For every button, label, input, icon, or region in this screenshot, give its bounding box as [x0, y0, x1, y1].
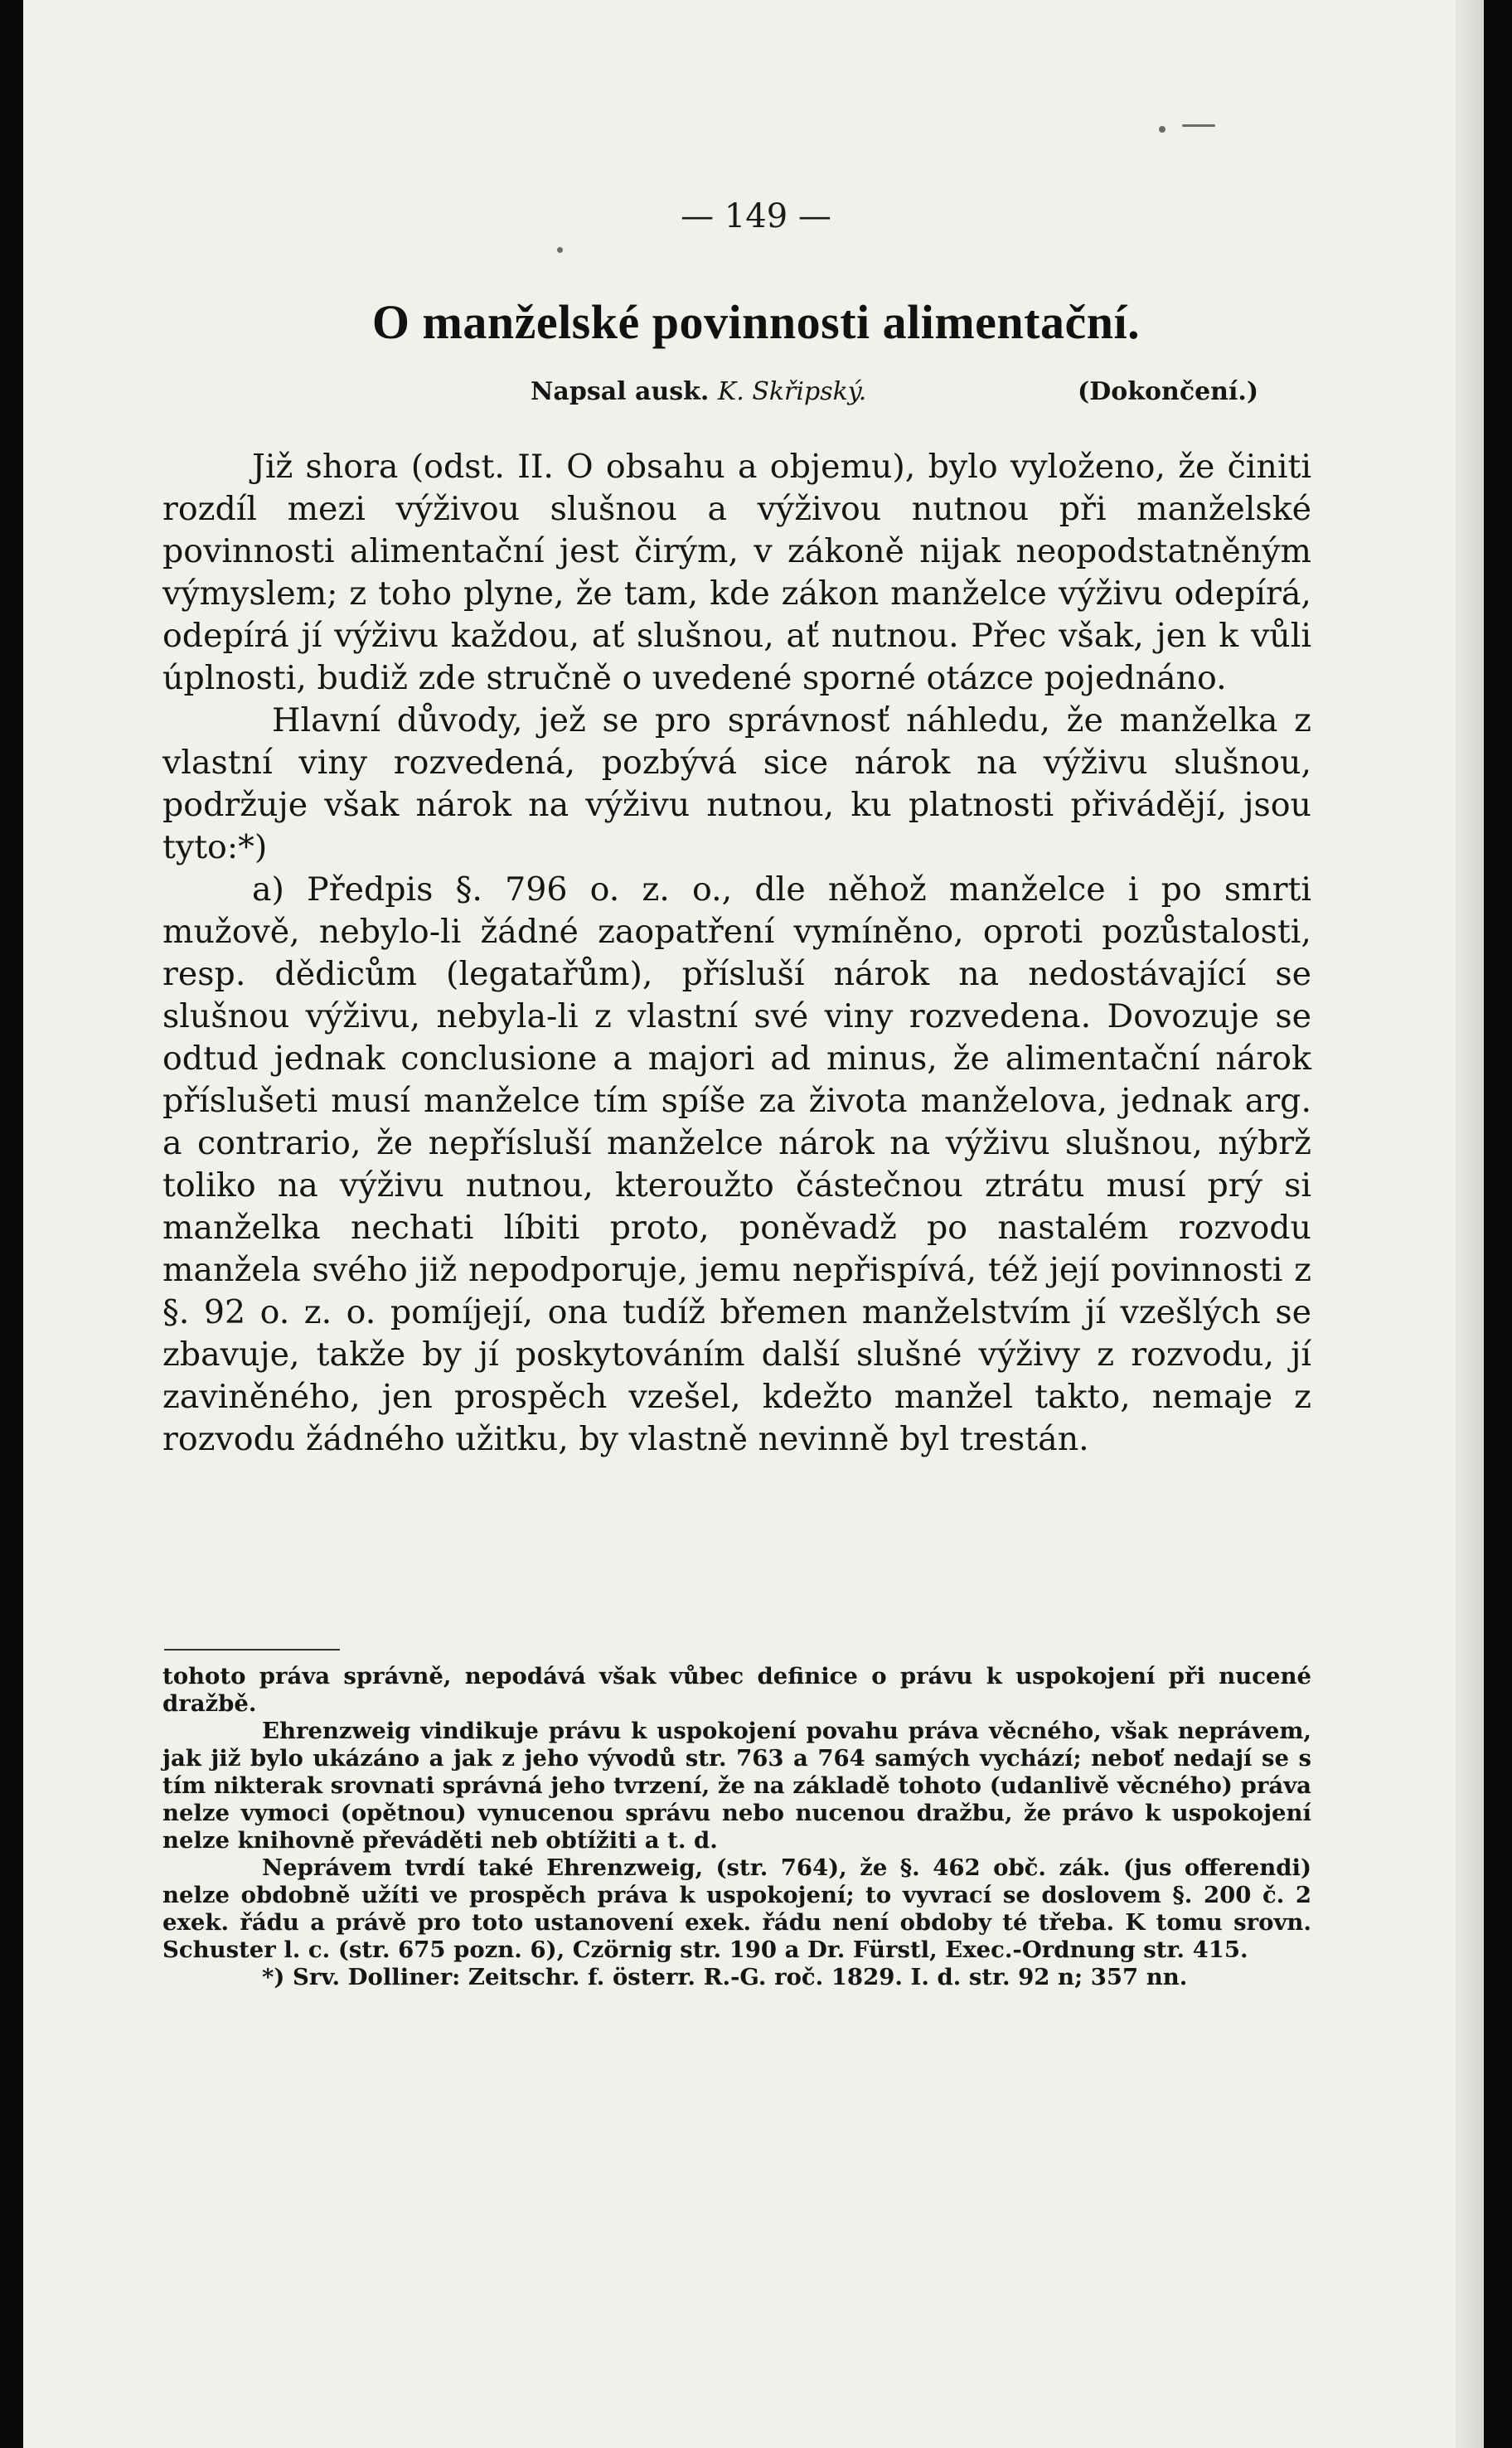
footnote-separator [164, 1649, 340, 1651]
page-number: — 149 — [681, 197, 831, 235]
body-paragraph: Již shora (odst. II. O obsahu a objemu), bylo vyloženo, že činiti rozdíl mezi výživou slušnou a výživou nutnou při manželské povinnosti alimentační jest čirým, v zákoně nijak neopodstatněným výmyslem; z toho plyne, že tam, kde zákon manželce výživu odepírá, odepírá jí výživu každou, ať slušnou, ať nutnou. Přec však, jen k vůli úplnosti, budiž zde stručně o uvedené sporné otázce pojednáno. [162, 448, 1311, 697]
article-title: O manželské povinnosti alimentační. [371, 295, 1141, 349]
byline [531, 377, 866, 406]
footnote-paragraph: tohoto práva správně, nepodává však vůbec definice o právu k uspokojení při nucené dražbě. [162, 1663, 1311, 1717]
scan-speck [557, 247, 563, 253]
author-name: K. Skřipský. [717, 377, 867, 406]
body-paragraph: a) Předpis §. 796 o. z. o., dle něhož manželce i po smrti mužově, nebylo-li žádné zaopatření vymíněno, oproti pozůstalosti, resp. dědicům (legatařům), přísluší nárok na nedostávající se slušnou výživu, nebyla-li z vlastní své viny rozvedena. Dovozuje se odtud jednak conclusione a majori ad minus, že alimentační nárok příslušeti musí manželce tím spíše za života manželova, jednak arg. a contrario, že nepřísluší manželce nárok na výživu slušnou, nýbrž toliko na výživu nutnou, kteroužto částečnou ztrátu musí prý si manželka nechati líbiti proto, poněvadž po nastalém rozvodu manžela svého již nepodporuje, jemu nepřispívá, též její povinnosti z §. 92 o. z. o. pomíjejí, ona tudíž břemen manželstvím jí vzešlých se zbavuje, takže by jí poskytováním další slušné výživy z rozvodu, jí zaviněného, jen prospěch vzešel, kdežto manžel takto, nemaje z rozvodu žádného užitku, by vlastně nevinně byl trestán. [162, 870, 1311, 1458]
footnote-paragraph: *) Srv. Dolliner: Zeitschr. f. österr. R.-G. roč. 1829. I. d. str. 92 n; 357 nn. [262, 1964, 1188, 1990]
byline-prefix: Napsal ausk. [531, 377, 710, 406]
footnotes [162, 1663, 1311, 1991]
footnote-paragraph: Neprávem tvrdí také Ehrenzweig, (str. 764), že §. 462 obč. zák. (jus offerendi) nelze obdobně užíti ve prospěch práva k uspokojení; to vyvrací se doslovem §. 200 č. 2 exek. řádu a právě pro toto ustanovení exek. řádu není obdoby té třeba. K tomu srovn. Schuster l. c. (str. 675 pozn. 6), Czörnig str. 190 a Dr. Fürstl, Exec.-Ordnung str. 415. [162, 1854, 1311, 1963]
footnote-paragraph: Ehrenzweig vindikuje právu k uspokojení povahu práva věcného, však neprávem, jak již bylo ukázáno a jak z jeho vývodů str. 763 a 764 samých vychází; neboť nedají se s tím nikterak srovnati správná jeho tvrzení, že na základě tohoto (udanlivě věcného) práva nelze vymoci (opětnou) vynucenou správu nebo nucenou dražbu, že právo k uspokojení nelze knihovně převáděti neb obtížiti a t. d. [162, 1718, 1311, 1854]
scan-speck [1159, 126, 1166, 133]
page-edge-shadow [1456, 0, 1484, 2448]
scan-speck [1182, 124, 1215, 127]
body-paragraph: Hlavní důvody, jež se pro správnosť náhledu, že manželka z vlastní viny rozvedená, pozbývá sice nárok na výživu slušnou, podržuje však nárok na výživu nutnou, ku platnosti přivádějí, jsou tyto:*) [162, 701, 1311, 866]
article-body [162, 446, 1311, 1461]
continuation-note: (Dokončení.) [1078, 377, 1259, 406]
